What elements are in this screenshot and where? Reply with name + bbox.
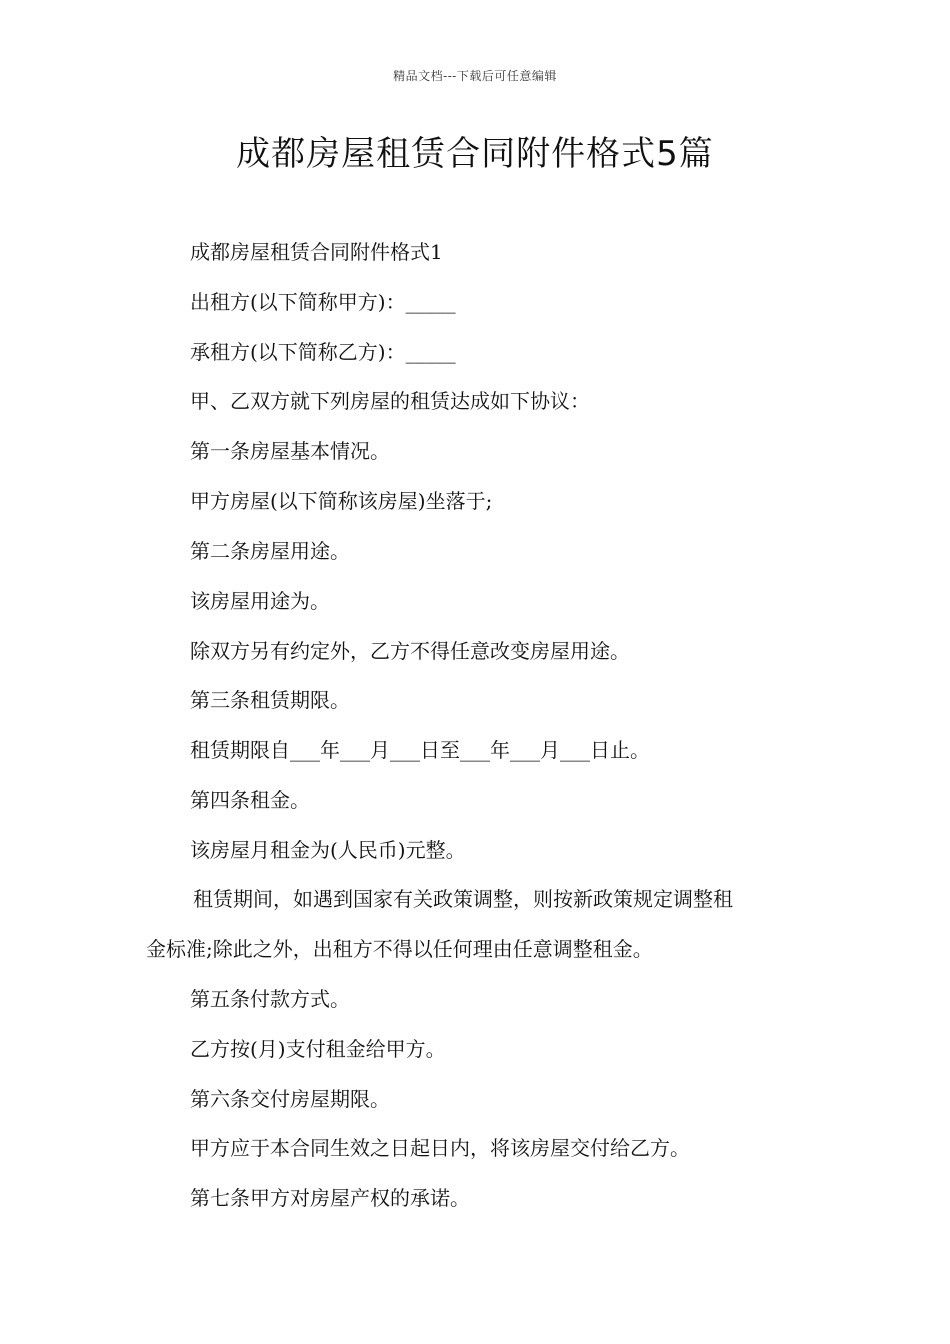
paragraph-delivery-term: 甲方应于本合同生效之日起日内，将该房屋交付给乙方。 — [190, 1136, 690, 1160]
paragraph-use-restriction: 除双方另有约定外，乙方不得任意改变房屋用途。 — [190, 639, 630, 663]
paragraph-agreement-intro: 甲、乙双方就下列房屋的租赁达成如下协议： — [190, 389, 590, 413]
paragraph-article-4: 第四条租金。 — [190, 788, 310, 812]
paragraph-property-location: 甲方房屋(以下简称该房屋)坐落于; — [190, 489, 493, 513]
paragraph-article-3: 第三条租赁期限。 — [190, 688, 350, 712]
paragraph-lease-term: 租赁期限自___年___月___日至___年___月___日止。 — [190, 738, 650, 762]
paragraph-article-6: 第六条交付房屋期限。 — [190, 1087, 390, 1111]
paragraph-lessee: 承租方(以下简称乙方)：_____ — [190, 340, 456, 364]
paragraph-rent-adjustment-continued: 金标准;除此之外，出租方不得以任何理由任意调整租金。 — [146, 937, 653, 961]
paragraph-lessor: 出租方(以下简称甲方)：_____ — [190, 290, 456, 314]
paragraph-article-1: 第一条房屋基本情况。 — [190, 439, 390, 463]
paragraph-section-heading: 成都房屋租赁合同附件格式1 — [190, 240, 443, 264]
paragraph-rent-adjustment: 租赁期间，如遇到国家有关政策调整，则按新政策规定调整租 — [193, 887, 733, 911]
paragraph-payment-method: 乙方按(月)支付租金给甲方。 — [190, 1037, 446, 1061]
paragraph-article-2: 第二条房屋用途。 — [190, 539, 350, 563]
document-title: 成都房屋租赁合同附件格式5篇 — [236, 134, 714, 174]
paragraph-property-use: 该房屋用途为。 — [190, 589, 330, 613]
paragraph-article-5: 第五条付款方式。 — [190, 987, 350, 1011]
paragraph-monthly-rent: 该房屋月租金为(人民币)元整。 — [190, 838, 466, 862]
header-note: 精品文档---下载后可任意编辑 — [393, 69, 557, 83]
paragraph-article-7: 第七条甲方对房屋产权的承诺。 — [190, 1186, 470, 1210]
